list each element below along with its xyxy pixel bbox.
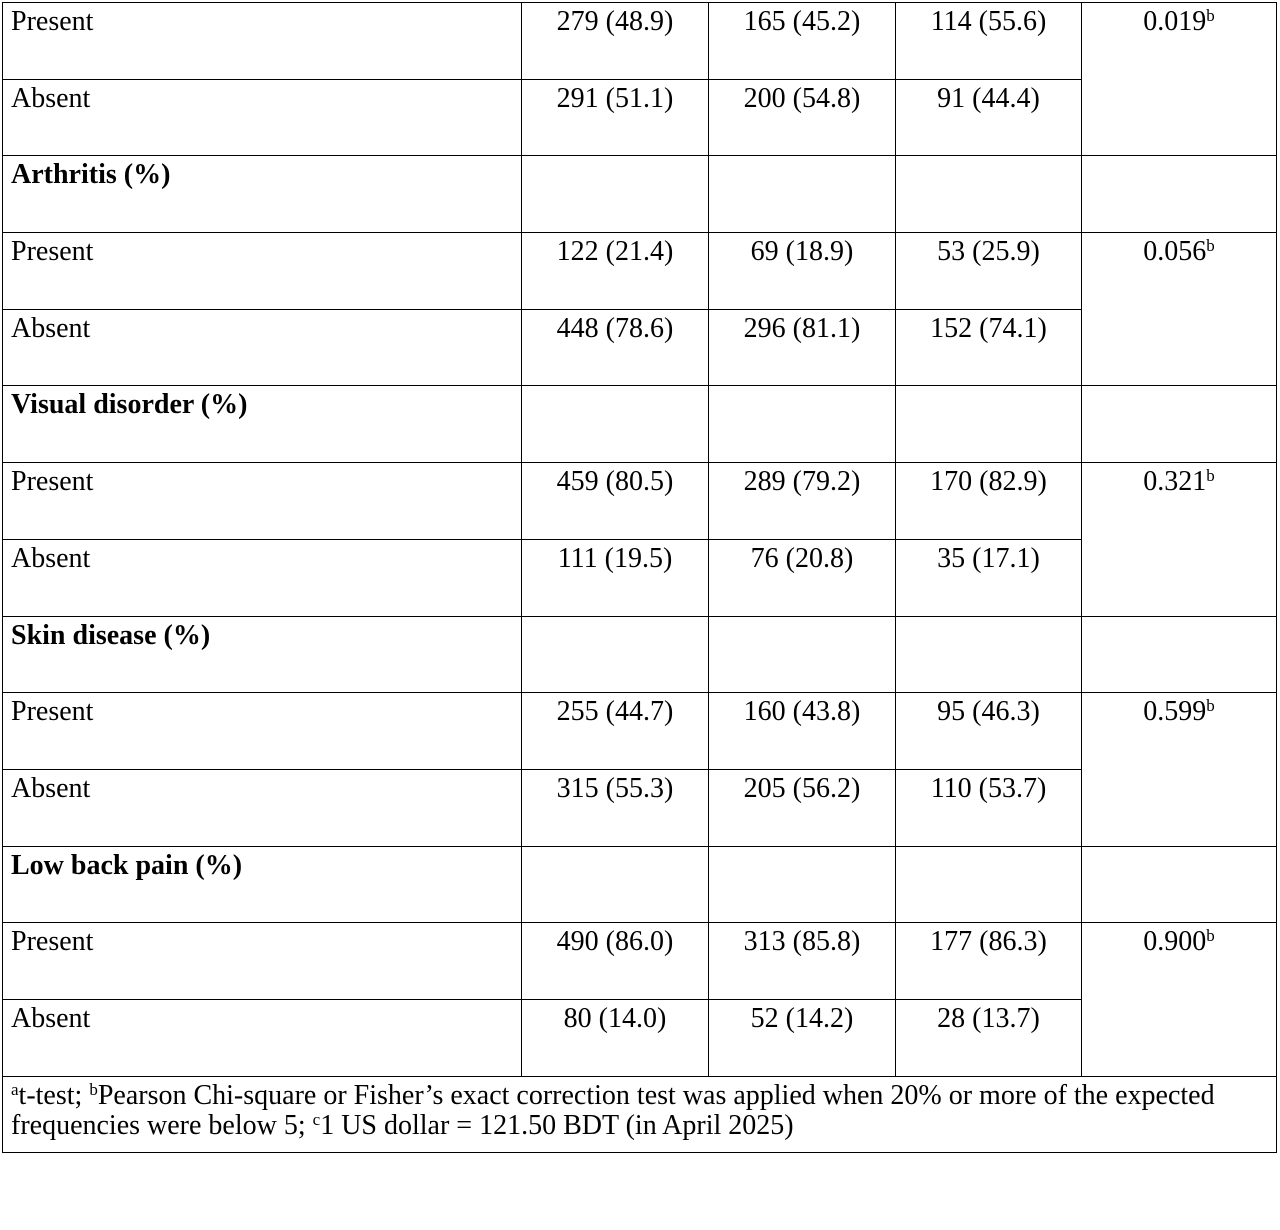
- total-value: 459 (80.5): [522, 463, 709, 540]
- group2-value: 35 (17.1): [896, 539, 1082, 616]
- empty-cell: [709, 386, 896, 463]
- empty-cell: [709, 156, 896, 233]
- table-row: [3, 693, 1277, 770]
- empty-cell: [1082, 846, 1277, 923]
- footnote-b-marker: b: [89, 1079, 98, 1099]
- p-value-cell: [1082, 923, 1277, 1076]
- data-table: [2, 2, 1277, 1153]
- group1-value: 313 (85.8): [709, 923, 896, 1000]
- table-row: [3, 233, 1277, 310]
- group1-value: 289 (79.2): [709, 463, 896, 540]
- footnote-a-text: t-test;: [18, 1079, 90, 1111]
- group2-value: 170 (82.9): [896, 463, 1082, 540]
- table-body: [3, 3, 1277, 1077]
- group2-value: 110 (53.7): [896, 769, 1082, 846]
- row-label: Present: [3, 463, 522, 540]
- empty-cell: [1082, 386, 1277, 463]
- empty-cell: [709, 846, 896, 923]
- row-label: Absent: [3, 539, 522, 616]
- group2-value: 91 (44.4): [896, 79, 1082, 156]
- empty-cell: [522, 616, 709, 693]
- empty-cell: [522, 846, 709, 923]
- row-label: Absent: [3, 999, 522, 1076]
- empty-cell: [896, 386, 1082, 463]
- p-value-cell: [1082, 693, 1277, 846]
- group1-value: 76 (20.8): [709, 539, 896, 616]
- empty-cell: [896, 846, 1082, 923]
- p-value-footnote-marker: b: [1206, 926, 1215, 946]
- row-label: Present: [3, 923, 522, 1000]
- footnote-row: [3, 1076, 1277, 1153]
- table-row: [3, 3, 1277, 80]
- row-label: Absent: [3, 309, 522, 386]
- empty-cell: [896, 616, 1082, 693]
- row-label: Present: [3, 693, 522, 770]
- group1-value: 52 (14.2): [709, 999, 896, 1076]
- empty-cell: [709, 616, 896, 693]
- total-value: 122 (21.4): [522, 233, 709, 310]
- p-value-cell: [1082, 463, 1277, 616]
- empty-cell: [522, 386, 709, 463]
- section-row: [3, 386, 1277, 463]
- group1-value: 160 (43.8): [709, 693, 896, 770]
- section-row: [3, 846, 1277, 923]
- group1-value: 200 (54.8): [709, 79, 896, 156]
- group1-value: 205 (56.2): [709, 769, 896, 846]
- p-value-footnote-marker: b: [1206, 236, 1215, 256]
- p-value-cell: [1082, 233, 1277, 386]
- group1-value: 296 (81.1): [709, 309, 896, 386]
- section-row: [3, 616, 1277, 693]
- table-row: [3, 923, 1277, 1000]
- empty-cell: [522, 156, 709, 233]
- group2-value: 28 (13.7): [896, 999, 1082, 1076]
- empty-cell: [1082, 616, 1277, 693]
- section-label: Visual disorder (%): [3, 386, 522, 463]
- section-label: Low back pain (%): [3, 846, 522, 923]
- footnote-c-text: 1 US dollar = 121.50 BDT (in April 2025): [320, 1110, 794, 1142]
- total-value: 291 (51.1): [522, 79, 709, 156]
- group1-value: 69 (18.9): [709, 233, 896, 310]
- total-value: 255 (44.7): [522, 693, 709, 770]
- row-label: Present: [3, 233, 522, 310]
- table-row: [3, 463, 1277, 540]
- footnote-a-marker: a: [11, 1079, 19, 1099]
- total-value: 315 (55.3): [522, 769, 709, 846]
- p-value: 0.599: [1143, 696, 1207, 728]
- group2-value: 177 (86.3): [896, 923, 1082, 1000]
- group2-value: 114 (55.6): [896, 3, 1082, 80]
- p-value-cell: [1082, 3, 1277, 156]
- footnote-c-marker: c: [312, 1110, 321, 1130]
- total-value: 279 (48.9): [522, 3, 709, 80]
- total-value: 448 (78.6): [522, 309, 709, 386]
- footnote-cell: [3, 1076, 1277, 1153]
- p-value-footnote-marker: b: [1206, 466, 1215, 486]
- empty-cell: [1082, 156, 1277, 233]
- p-value: 0.900: [1143, 926, 1207, 958]
- row-label: Absent: [3, 79, 522, 156]
- p-value-footnote-marker: b: [1206, 6, 1215, 25]
- empty-cell: [896, 156, 1082, 233]
- row-label: Absent: [3, 769, 522, 846]
- p-value: 0.056: [1143, 236, 1207, 268]
- total-value: 490 (86.0): [522, 923, 709, 1000]
- row-label: Present: [3, 3, 522, 80]
- group1-value: 165 (45.2): [709, 3, 896, 80]
- total-value: 111 (19.5): [522, 539, 709, 616]
- p-value-footnote-marker: b: [1206, 696, 1215, 716]
- section-label: Skin disease (%): [3, 616, 522, 693]
- total-value: 80 (14.0): [522, 999, 709, 1076]
- p-value: 0.019: [1143, 6, 1207, 37]
- group2-value: 152 (74.1): [896, 309, 1082, 386]
- group2-value: 53 (25.9): [896, 233, 1082, 310]
- p-value: 0.321: [1143, 466, 1207, 498]
- section-row: [3, 156, 1277, 233]
- group2-value: 95 (46.3): [896, 693, 1082, 770]
- section-label: Arthritis (%): [3, 156, 522, 233]
- footnote-b-text: Pearson Chi-square or Fisher’s exact correction test was applied when 20% or more of the expected frequencies were below 5;: [11, 1079, 1215, 1142]
